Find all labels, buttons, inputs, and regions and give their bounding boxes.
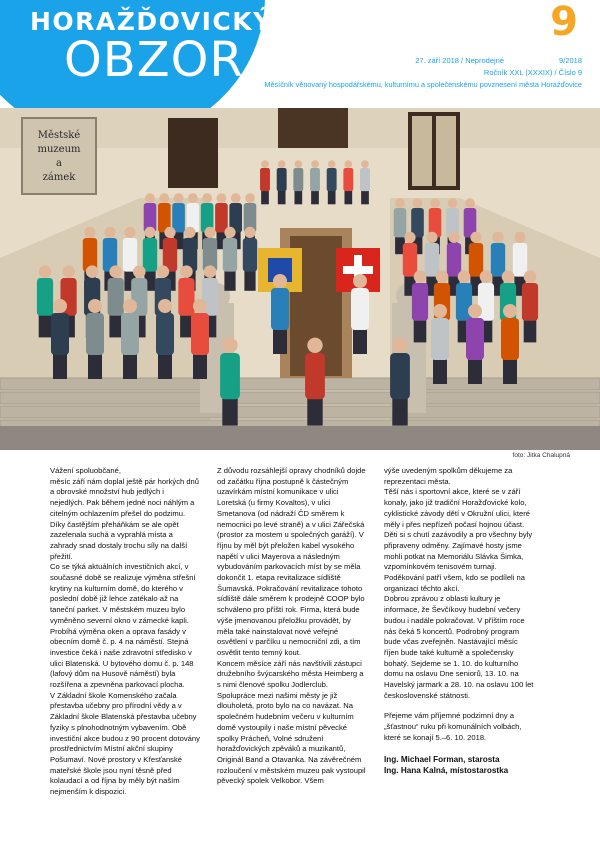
person-head <box>245 193 255 203</box>
person-head <box>104 227 115 238</box>
person-head <box>470 232 481 243</box>
person-legs <box>353 328 367 354</box>
person-legs <box>123 353 137 379</box>
paragraph: výše uvedeným spolkům děkujeme za reprezentaci města. <box>384 466 513 486</box>
person-body <box>447 243 461 277</box>
issue-number: 9 <box>550 0 578 45</box>
person-legs <box>273 328 287 354</box>
person-body <box>191 313 209 355</box>
person-legs <box>414 319 427 342</box>
person-head <box>294 160 302 168</box>
person-legs <box>39 314 52 337</box>
person-legs <box>361 190 369 204</box>
person-legs <box>294 190 302 204</box>
person-body <box>121 313 139 355</box>
person-legs <box>88 353 102 379</box>
person-legs <box>158 353 172 379</box>
person-legs <box>180 314 193 337</box>
person-head <box>204 227 215 238</box>
person-body <box>51 313 69 355</box>
person-body <box>172 203 185 232</box>
person-head <box>159 193 169 203</box>
person-body <box>215 203 228 232</box>
person-head <box>458 270 471 283</box>
person-head <box>164 227 175 238</box>
person-head <box>492 232 503 243</box>
person-head <box>353 274 367 288</box>
person-body <box>156 313 174 355</box>
person-head <box>514 232 525 243</box>
title-line2: OBZOR <box>64 32 244 88</box>
person-head <box>278 160 286 168</box>
person-body <box>425 243 439 277</box>
person-body <box>37 278 53 316</box>
person-head <box>84 227 95 238</box>
person-head <box>133 265 146 278</box>
person-body <box>466 318 484 360</box>
person-head <box>39 265 52 278</box>
person-head <box>311 160 319 168</box>
person-head <box>88 299 102 313</box>
svg-text:a: a <box>56 158 62 169</box>
person-body <box>403 243 417 277</box>
person-head <box>53 299 67 313</box>
person-head <box>231 193 241 203</box>
photo-credit: foto: Jitka Chalupná <box>512 452 570 459</box>
person-head <box>430 198 440 208</box>
title-line1: HORAŽĎOVICKÝ <box>30 7 273 36</box>
article-column-1 <box>50 466 200 798</box>
person-head <box>222 338 237 353</box>
person-body <box>143 238 157 272</box>
person-head <box>204 265 217 278</box>
person-head <box>144 227 155 238</box>
person-head <box>307 338 322 353</box>
person-legs <box>503 358 517 384</box>
person-head <box>202 193 212 203</box>
person-head <box>480 270 493 283</box>
person-head <box>188 193 198 203</box>
signature-mayor: Ing. Michael Forman, starosta <box>384 754 500 764</box>
person-legs <box>53 353 67 379</box>
salutation: Vážení spoluobčané, <box>50 466 121 475</box>
person-body <box>394 208 407 237</box>
person-head <box>224 227 235 238</box>
person-head <box>503 304 517 318</box>
person-body <box>343 168 353 191</box>
person-head <box>174 193 184 203</box>
volume-info: Ročník XXL (XXXIX) / Číslo 9 <box>483 68 582 77</box>
person-legs <box>193 353 207 379</box>
svg-text:muzeum: muzeum <box>37 144 81 155</box>
person-body <box>86 313 104 355</box>
person-legs <box>344 190 352 204</box>
person-legs <box>109 314 122 337</box>
person-head <box>261 160 269 168</box>
person-legs <box>468 358 482 384</box>
person-head <box>273 274 287 288</box>
paragraph: Přejeme vám příjemné podzimní dny a „šťastnou“ ruku při komunálních volbách, které se konají 5.–6. 10. 2018. <box>384 711 522 742</box>
person-head <box>123 299 137 313</box>
article-column-2 <box>217 466 367 787</box>
person-legs <box>433 358 447 384</box>
person-head <box>109 265 122 278</box>
person-body <box>390 353 410 399</box>
person-head <box>244 227 255 238</box>
person-legs <box>524 319 537 342</box>
paragraph: Co se týká aktuálních investičních akcí, v současné době se realizuje výměna střešní krytiny na kulturním domě, do kterého v poslední době již lehce zatékalo až na taneční parket. V městském muzeu bylo vyměněno severní okno v zámecké kapli. Probíhá výměna oken a oprava fasády v obecním domě č. p. 4 na náměstí. Stejná investice čeká i naše zdravotní středisko v ulici Blatenská. U bytového domu č. p. 148 (lafový dům na Husově náměstí) byla rozšířena a zpevněna parkovací plocha. <box>50 562 196 690</box>
person-head <box>448 232 459 243</box>
svg-text:zámek: zámek <box>42 172 76 183</box>
person-body <box>305 353 325 399</box>
person-body <box>123 238 137 272</box>
person-head <box>193 299 207 313</box>
issue-date: 27. září 2018 / Neprodejné <box>415 56 504 65</box>
person-body <box>277 168 287 191</box>
person-head <box>414 270 427 283</box>
person-head <box>217 193 227 203</box>
person-legs <box>244 270 255 291</box>
signature-deputy: Ing. Hana Kalná, místostarostka <box>384 765 509 775</box>
person-head <box>344 160 352 168</box>
person-head <box>436 270 449 283</box>
person-head <box>426 232 437 243</box>
person-body <box>271 288 289 330</box>
person-body <box>260 168 270 191</box>
person-body <box>469 243 483 277</box>
person-head <box>448 198 458 208</box>
person-legs <box>278 190 286 204</box>
paragraph: Dobrou zprávou z oblasti kultury je informace, že Ševčíkovy hudební večery budou i nadále pokračovat. V příštím roce nás čeká 5 koncertů. Podrobný program bude včas zveřejněn. Nastávající měsíc říjen bude také kulturně a společensky bohatý. Sejdeme se 1. 10. do kulturního domu na oslavu Dne seniorů, 13. 10. na Havelský jarmark a 28. 10. na oslavu 100 let československé státnosti. <box>384 594 534 700</box>
masthead <box>0 0 600 108</box>
person-head <box>184 227 195 238</box>
person-head <box>62 265 75 278</box>
person-body <box>220 353 240 399</box>
paragraph: Koncem měsíce září nás navštívili zástupci družebního švýcarského města Heimberg a s nimi členové spolku Jodlerclub. Spolupráce mezi našimi městy je již dlouholetá, proto bylo na co navázat. Na společném hudebním večeru v kulturním domě vystoupily i naše místní pěvecké spolky Prácheň, Volné sdružení horažďovických zpěváků a muzikantů, Originál Band a Otavanka. Na závěrečném rozloučení v městském muzeu pak vystoupil pěvecký spolek Velkobor. Všem <box>217 658 366 786</box>
person-body <box>178 278 194 316</box>
person-legs <box>328 190 336 204</box>
issue-code: 9/2018 <box>559 56 582 65</box>
person-legs <box>261 190 269 204</box>
person-legs <box>392 397 407 426</box>
person-body <box>501 318 519 360</box>
person-body <box>223 238 237 272</box>
person-body <box>513 243 527 277</box>
person-legs <box>222 397 237 426</box>
svg-text:Městské: Městské <box>37 130 81 141</box>
person-head <box>392 338 407 353</box>
person-body <box>491 243 505 277</box>
person-legs <box>311 190 319 204</box>
person-body <box>351 288 369 330</box>
person-head <box>502 270 515 283</box>
person-body <box>360 168 370 191</box>
paragraph: Těší nás i sportovní akce, které se v září konaly, jako již tradiční Horažďovické kolo, cyklistické závody dětí v Okružní ulici, které měly i přes nepřízeň počasí hojnou účast. Děti si s chutí zazávodily a pro všechny byly připraveny odměny. Zajímavé hosty jsme mohli potkat na Memoriálu Slávka Šimka, vzpomínkovém tenisovém turnaji. Poděkování patří všem, kdo se podíleli na organizaci těchto akcí. <box>384 487 533 593</box>
group-photo-illustration <box>0 108 600 450</box>
person-head <box>433 304 447 318</box>
person-legs <box>224 270 235 291</box>
person-head <box>524 270 537 283</box>
person-head <box>86 265 99 278</box>
person-body <box>310 168 320 191</box>
person-head <box>361 160 369 168</box>
person-head <box>413 198 423 208</box>
person-body <box>412 283 428 321</box>
person-head <box>328 160 336 168</box>
paragraph: Z důvodu rozsáhlejší opravy chodníků dojde od začátku října postupně k částečným uzavírkám místní komunikace v ulici Loretská (u firmy Kovaltos), v ulici Smetanova (od nádraží ČD směrem k nemocnici po levé straně) a v ulici Zářečská (prostor za mostem u společných garáží). V říjnu by měl být přeložen kabel vysokého napětí v ulici Mayerova a následným vybudováním parkovacích míst by se měla dokončit 1. etapa revitalizace sídliště Šumavská. Pokračování revitalizace tohoto sídliště dále směrem k prodejně COOP bylo schváleno pro příští rok. Firma, která bude výše jmenovanou přeložku provádět, by měla také nainstalovat nové veřejné osvětlení v parčíku u nemocniční zdi, a tím osvětlit tento temný kout. <box>217 466 366 657</box>
person-body <box>108 278 124 316</box>
person-body <box>293 168 303 191</box>
cover-photo <box>0 108 600 450</box>
paragraph: V Základní škole Komenského začala přestavba učebny pro přírodní vědy a v Základní škole Blatenská přestavba učebny fyziky s plnohodnotným vybavením. Obě investiční akce budou z 90 procent dotovány prostřednictvím Místní akční skupiny Pošumaví. Nové prostory v Křesťanské mateřské škole jsou nyní těsně před kolaudací a od října by měly být naším nejmenším k dispozici. <box>50 690 200 797</box>
person-head <box>158 299 172 313</box>
article-column-3 <box>384 466 534 776</box>
person-body <box>327 168 337 191</box>
person-head <box>157 265 170 278</box>
person-head <box>180 265 193 278</box>
person-head <box>395 198 405 208</box>
masthead-subtitle: Měsíčník věnovaný hospodářskému, kulturnímu a společenskému povznesení města Horažďovice <box>264 80 582 89</box>
paragraph: měsíc září nám doplal ještě pár horkých dnů a obrovské množství hub jedlých i nejedlých. Pak během jedné noci náhlým a citelným ochlazením přešel do podzimu. Díky častějším přeháňkám se ale opět zazelenala suchá a vyprahlá místa a zahrady snad dostaly trochu síly na další přežití. <box>50 476 199 561</box>
person-body <box>522 283 538 321</box>
person-body <box>243 238 257 272</box>
person-body <box>431 318 449 360</box>
person-head <box>124 227 135 238</box>
person-legs <box>307 397 322 426</box>
person-head <box>145 193 155 203</box>
person-head <box>404 232 415 243</box>
person-head <box>465 198 475 208</box>
person-head <box>468 304 482 318</box>
